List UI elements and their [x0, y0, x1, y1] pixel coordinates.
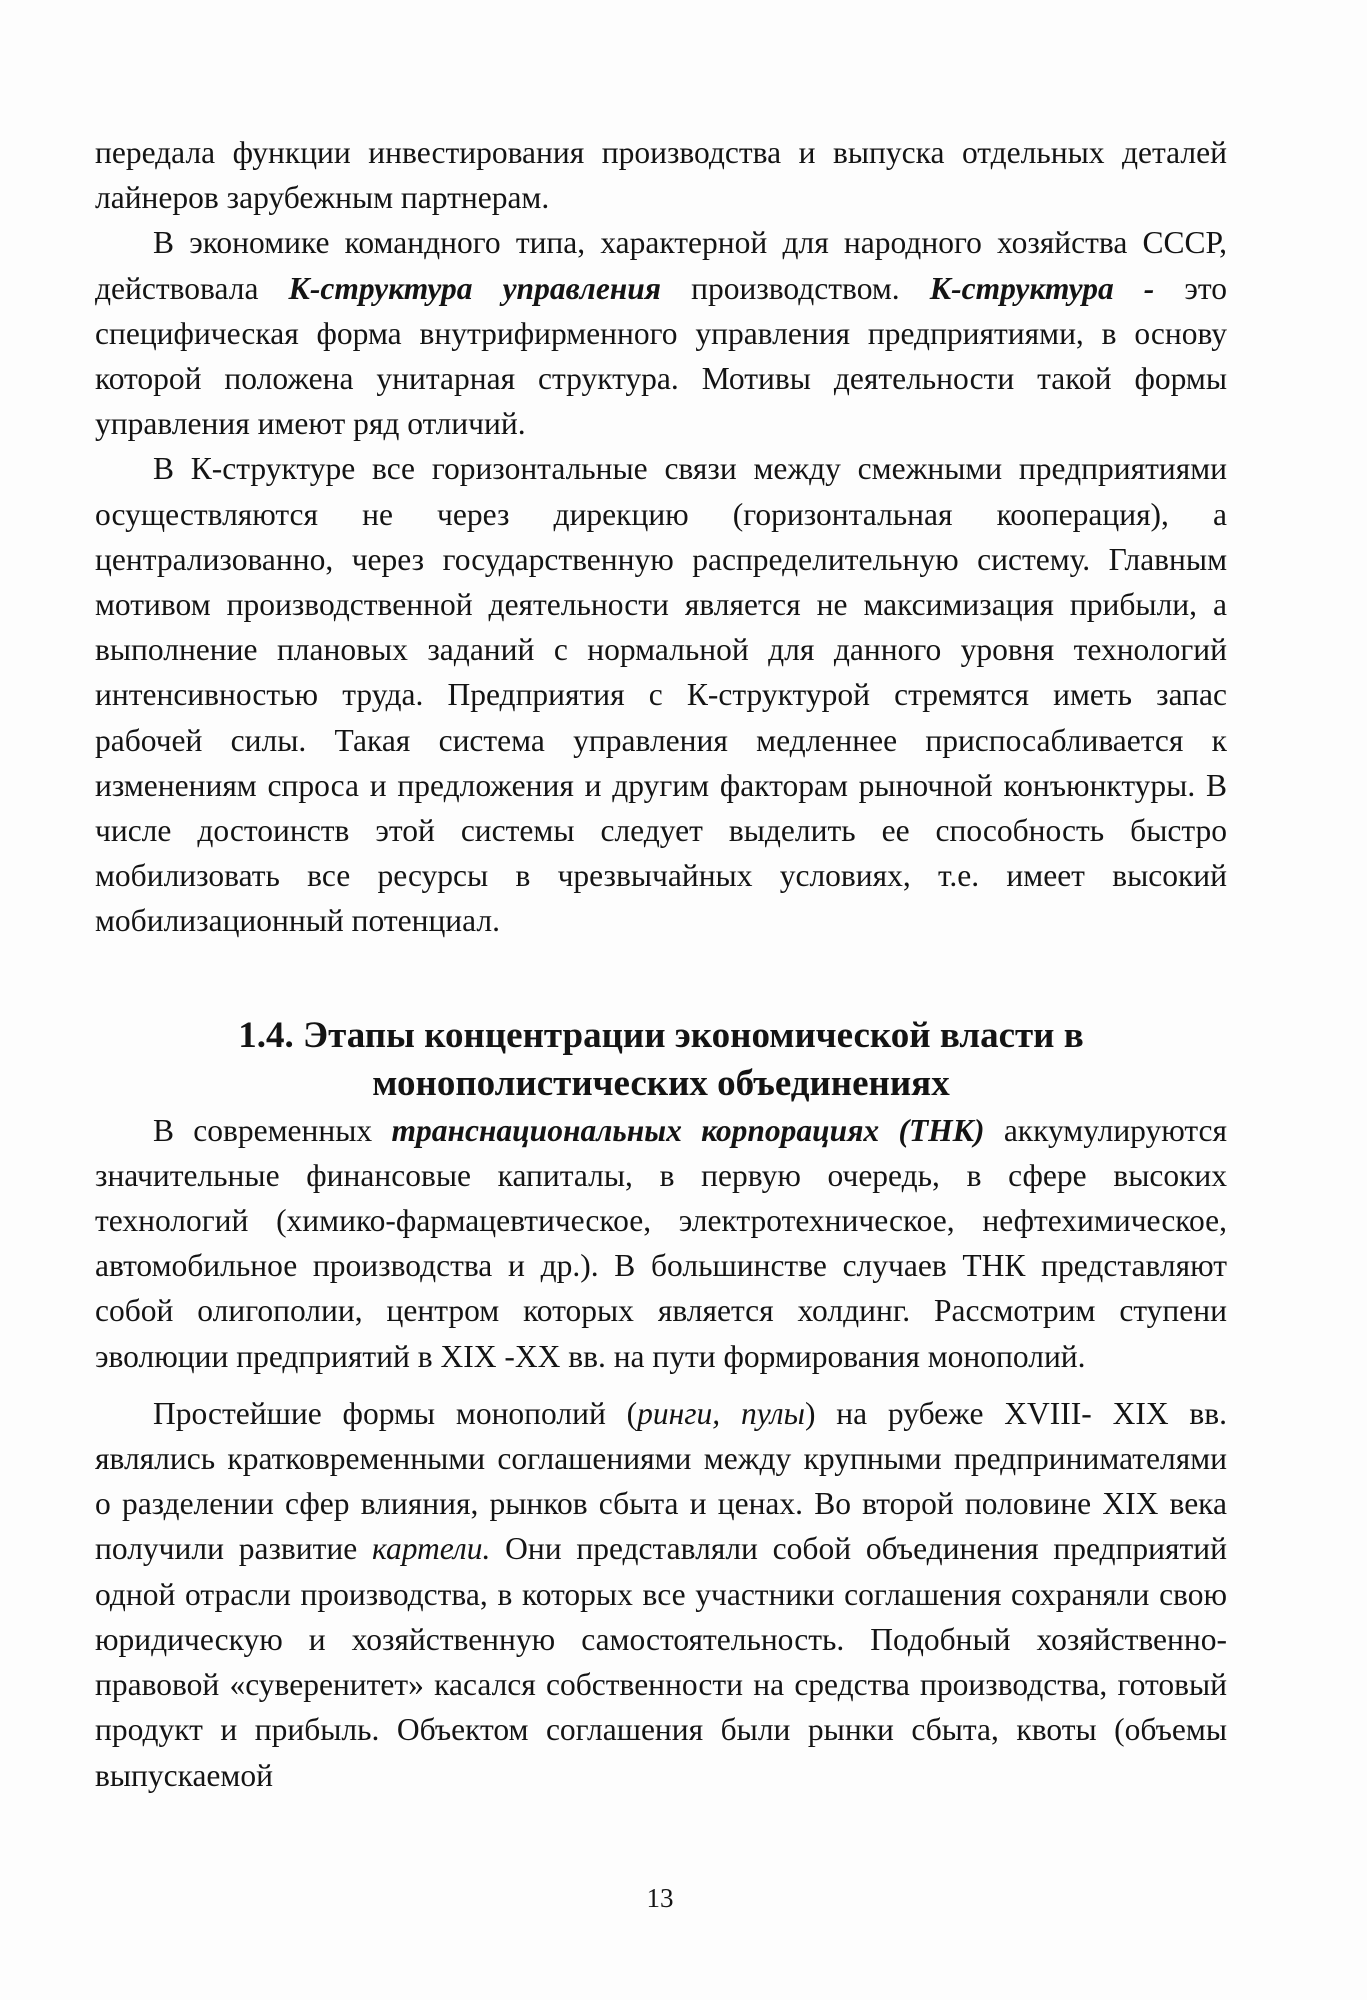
term-tnc: транснациональных корпорациях (ТНК)	[391, 1112, 985, 1148]
paragraph-2-part-2: производством.	[661, 270, 930, 306]
paragraph-3	[95, 446, 1227, 943]
paragraph-1	[95, 130, 1227, 220]
term-cartels: картели.	[372, 1531, 491, 1567]
paragraph-5-part-3: Они представляли собой объединения предприятий одной отрасли производства, в которых все участники соглашения сохраняли свою юридическую и хозяйственную самостоятельность. Подобный хозяйственно-правовой «суверенитет» касался собственности на средства производства, готовый продукт и прибыль. Объектом соглашения были рынки сбыта, квоты (объемы выпускаемой	[95, 1531, 1227, 1793]
page-number: 13	[646, 1883, 674, 1913]
paragraph-4	[95, 1108, 1227, 1379]
term-k-structure: К-структура -	[929, 270, 1155, 306]
paragraph-4-part-1: В современных	[153, 1112, 392, 1148]
section-heading-line-2: монополистических объединениях	[372, 1062, 950, 1104]
paragraph-5-part-2: ) на рубеже XVIII- XIX вв. являлись кратковременными соглашениями между крупными предпринимателями о разделении сфер влияния, рынков сбыта и ценах. Во второй половине XIX века получили развитие	[95, 1395, 1228, 1567]
section-heading-line-1: 1.4. Этапы концентрации экономической власти в	[238, 1014, 1084, 1056]
term-k-structure-management: К-структура управления	[288, 270, 662, 306]
paragraph-5	[95, 1391, 1227, 1798]
paragraph-2	[95, 220, 1227, 446]
term-rings-pools: ринги, пулы	[637, 1395, 805, 1431]
paragraph-3-text: В К-структуре все горизонтальные связи между смежными предприятиями осуществляются не через дирекцию (горизонтальная кооперация), а централизованно, через государственную распределительную систему. Главным мотивом производственной деятельности является не максимизация прибыли, а выполнение плановых заданий с нормальной для данного уровня технологий интенсивностью труда. Предприятия с К-структурой стремятся иметь запас рабочей силы. Такая система управления медленнее приспосабливается к изменениям спроса и предложения и другим факторам рыночной конъюнктуры. В числе достоинств этой системы следует выделить ее способность быстро мобилизовать все ресурсы в чрезвычайных условиях, т.е. имеет высокий мобилизационный потенциал.	[95, 451, 1227, 939]
paragraph-2-part-3: это специфическая форма внутрифирменного управления предприятиями, в основу которой положена унитарная структура. Мотивы деятельности такой формы управления имеют ряд отличий.	[95, 270, 1227, 442]
paragraph-5-part-1: Простейшие формы монополий (	[153, 1395, 638, 1431]
paragraph-2-part-1: В экономике командного типа, характерной для народного хозяйства СССР, действовала	[95, 225, 1227, 306]
section-heading	[95, 1012, 1227, 1108]
page-body	[95, 130, 1227, 1798]
paragraph-1-text: передала функции инвестирования производства и выпуска отдельных деталей лайнеров зарубежным партнерам.	[95, 135, 1227, 216]
paragraph-4-part-2: аккумулируются значительные финансовые капиталы, в первую очередь, в сфере высоких технологий (химико-фармацевтическое, электротехническое, нефтехимическое, автомобильное производства и др.). В большинстве случаев ТНК представляют собой олигополии, центром которых является холдинг. Рассмотрим ступени эволюции предприятий в XIX -XX вв. на пути формирования монополий.	[95, 1112, 1228, 1374]
